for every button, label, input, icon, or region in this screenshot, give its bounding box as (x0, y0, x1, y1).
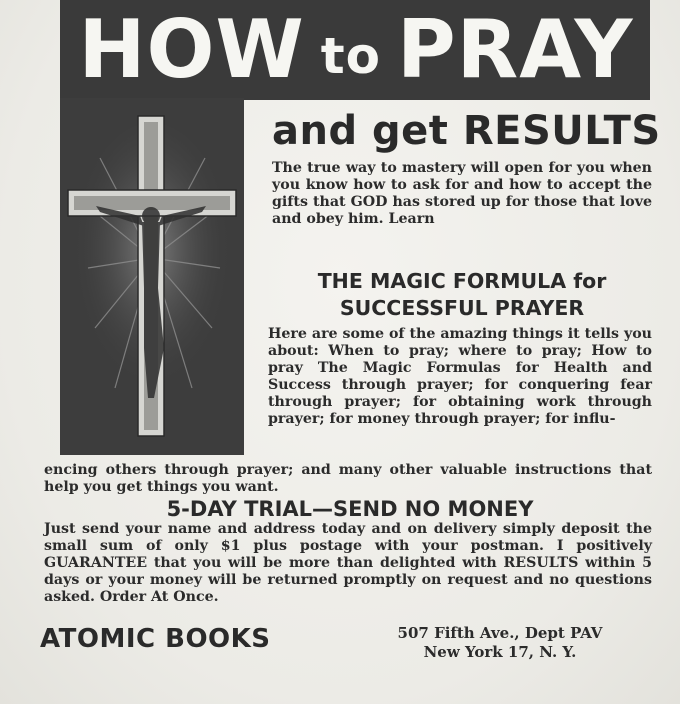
address-line-2: New York 17, N. Y. (423, 643, 577, 661)
crucifix-icon (60, 98, 244, 455)
trial-heading: 5-DAY TRIAL—SEND NO MONEY (166, 497, 534, 521)
company-address (350, 624, 650, 662)
details-paragraph-continued: encing others through prayer; and many other valuable instructions that help you get things you want. (44, 462, 652, 495)
formula-heading-line1: THE MAGIC FORMULA for (317, 269, 607, 293)
offer-paragraph: Just send your name and address today and on delivery simply deposit the small sum of only $1 plus postage with your postman. I positively GUARANTEE that you will be more than delighted with RESULTS within 5 days or your money will be returned promptly on request and no questions asked. Order At Once. (44, 521, 652, 605)
formula-heading-line2: SUCCESSFUL PRAYER (339, 296, 585, 320)
intro-paragraph: The true way to mastery will open for you when you know how to ask for and how to accept the gifts that GOD has stored up for those that love and obey him. Learn (272, 160, 652, 227)
ad-title (68, 2, 644, 98)
title-to: to (320, 27, 382, 85)
formula-heading (262, 268, 662, 322)
ad-subtitle: and get RESULTS (272, 108, 661, 154)
company-name: ATOMIC BOOKS (40, 624, 271, 654)
title-how: HOW (78, 3, 305, 96)
title-pray: PRAY (397, 3, 634, 96)
details-paragraph: Here are some of the amazing things it tells you about: When to pray; where to pray; How to pray The Magic Formulas for Health and Success through prayer; for conquering fear through prayer; for obtaining work through prayer; for money through prayer; for influ- (268, 326, 652, 427)
address-line-1: 507 Fifth Ave., Dept PAV (397, 624, 603, 642)
crucifix-illustration (60, 98, 244, 455)
